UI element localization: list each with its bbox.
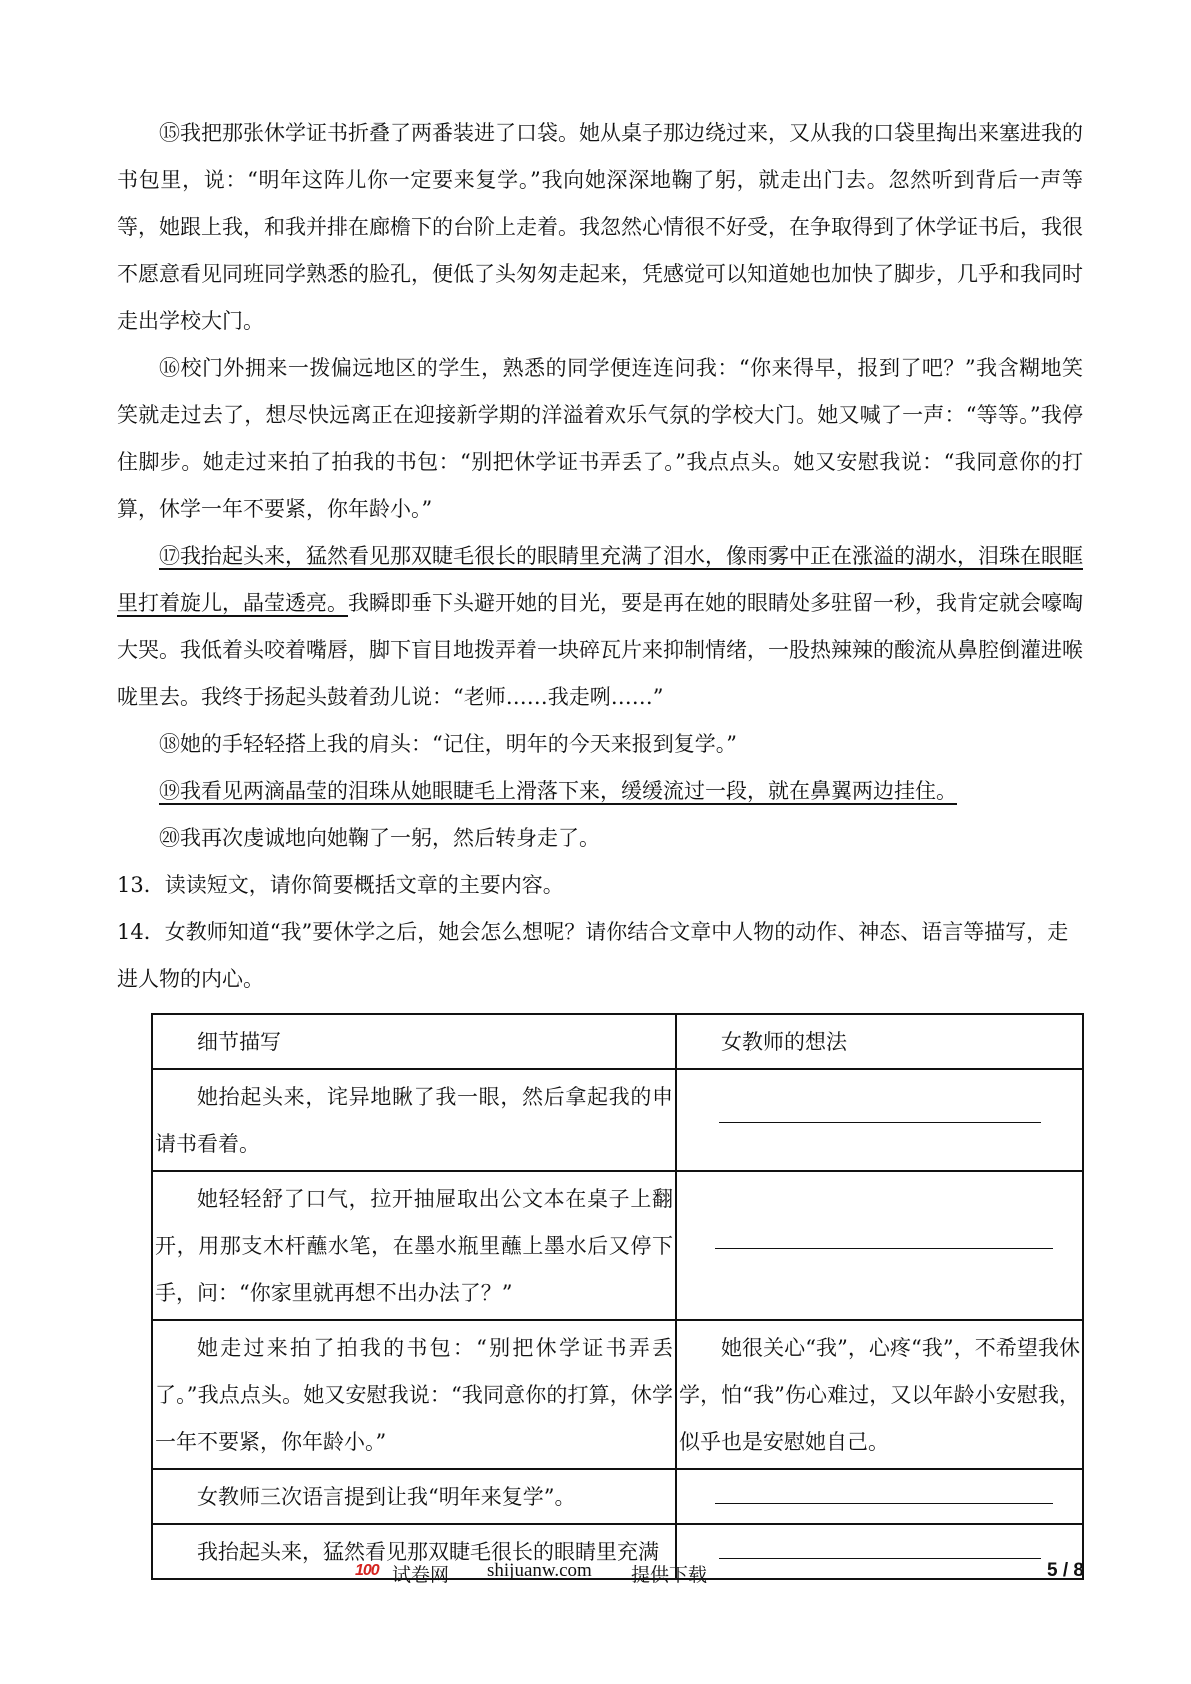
detail-text: 她走过来拍了拍我的书包：“别把休学证书弄丢了。”我点点头。她又安慰我说：“我同意你的打算，休学一年不要紧，你年龄小。”: [155, 1336, 673, 1454]
paragraph-17: [117, 533, 1083, 721]
site-url[interactable]: shijuanw.com: [487, 1560, 592, 1581]
header-detail: 细节描写: [197, 1030, 281, 1054]
table-row: [152, 1171, 1083, 1320]
detail-cell: [152, 1069, 676, 1171]
paragraph-15: ⑮我把那张休学证书折叠了两番装进了口袋。她从桌子那边绕过来，又从我的口袋里掏出来塞进我的书包里，说：“明年这阵儿你一定要来复学。”我向她深深地鞠了躬，就走出门去。忽然听到背后一声等等，她跟上我，和我并排在廊檐下的台阶上走着。我忽然心情很不好受，在争取得到了休学证书后，我很不愿意看见同班同学熟悉的脸孔，便低了头匆匆走起来，凭感觉可以知道她也加快了脚步，几乎和我同时走出学校大门。: [117, 121, 1083, 333]
paragraph-19: [117, 768, 1083, 815]
answer-cell[interactable]: [676, 1469, 1083, 1524]
site-logo: 100: [355, 1562, 379, 1579]
underlined-sentence: ⑲我看见两滴晶莹的泪珠从她眼睫毛上滑落下来，缓缓流过一段，就在鼻翼两边挂住。: [159, 779, 957, 803]
answer-blank[interactable]: [715, 1248, 1053, 1249]
site-name: 试卷网: [392, 1564, 450, 1586]
header-cell: [152, 1014, 676, 1069]
reading-passage: [117, 110, 1083, 1003]
detail-analysis-table: [151, 1013, 1084, 1580]
detail-text: 她轻轻舒了口气，拉开抽屉取出公文本在桌子上翻开，用那支木杆蘸水笔，在墨水瓶里蘸上墨水后又停下手，问：“你家里就再想不出办法了？”: [155, 1187, 673, 1305]
header-cell: [676, 1014, 1083, 1069]
detail-text: 我抬起头来，猛然看见那双睫毛很长的眼睛里充满: [197, 1540, 659, 1564]
table-row: [152, 1320, 1083, 1469]
page-number: 5 / 8: [1047, 1560, 1084, 1581]
table-header-row: [152, 1014, 1083, 1069]
detail-cell: [152, 1469, 676, 1524]
paragraph-20: ⑳我再次虔诚地向她鞠了一躬，然后转身走了。: [159, 826, 600, 850]
paragraph-16: ⑯校门外拥来一拨偏远地区的学生，熟悉的同学便连连问我：“你来得早，报到了吧？”我含糊地笑笑就走过去了，想尽快远离正在迎接新学期的洋溢着欢乐气氛的学校大门。她又喊了一声：“等等。”我停住脚步。她走过来拍了拍我的书包：“别把休学证书弄丢了。”我点点头。她又安慰我说：“我同意你的打算，休学一年不要紧，你年龄小。”: [117, 356, 1083, 521]
answer-blank[interactable]: [719, 1122, 1041, 1123]
detail-text: 她抬起头来，诧异地瞅了我一眼，然后拿起我的申请书看着。: [155, 1085, 673, 1156]
paragraph-17-rest: 我瞬即垂下头避开她的目光，要是再在她的眼睛处多驻留一秒，我肯定就会嚎啕大哭。我低着头咬着嘴唇，脚下盲目地拨弄着一块碎瓦片来抑制情绪，一股热辣辣的酸流从鼻腔倒灌进喉咙里去。我终于扬起头鼓着劲儿说：“老师……我走咧……”: [117, 591, 1083, 709]
teacher-thought-text: 她很关心“我”，心疼“我”，不希望我休学，怕“我”伤心难过，又以年龄小安慰我，似乎也是安慰她自己。: [679, 1336, 1080, 1454]
paragraph-18: ⑱她的手轻轻搭上我的肩头：“记住，明年的今天来报到复学。”: [159, 732, 737, 756]
answer-cell: [676, 1320, 1083, 1469]
answer-cell[interactable]: [676, 1171, 1083, 1320]
detail-cell: [152, 1320, 676, 1469]
table-row: [152, 1469, 1083, 1524]
download-note: 提供下载: [631, 1564, 708, 1586]
header-thought: 女教师的想法: [721, 1030, 847, 1054]
detail-cell: [152, 1171, 676, 1320]
question-14: 14．女教师知道“我”要休学之后，她会怎么想呢？请你结合文章中人物的动作、神态、语言等描写，走进人物的内心。: [117, 920, 1069, 991]
answer-blank[interactable]: [719, 1558, 1041, 1559]
underlined-sentence: ⑰我抬起头来，猛然看见那双睫毛很长的眼睛里充满了泪水，像雨雾中正在涨溢的湖水，泪珠在眼眶里打着旋儿，晶莹透亮。: [117, 544, 1083, 615]
table-row: [152, 1069, 1083, 1171]
answer-cell[interactable]: [676, 1069, 1083, 1171]
detail-text: 女教师三次语言提到让我“明年来复学”。: [197, 1485, 576, 1509]
page-footer: [0, 1560, 1191, 1600]
answer-blank[interactable]: [715, 1503, 1053, 1504]
question-13: 13．读读短文，请你简要概括文章的主要内容。: [117, 873, 564, 897]
